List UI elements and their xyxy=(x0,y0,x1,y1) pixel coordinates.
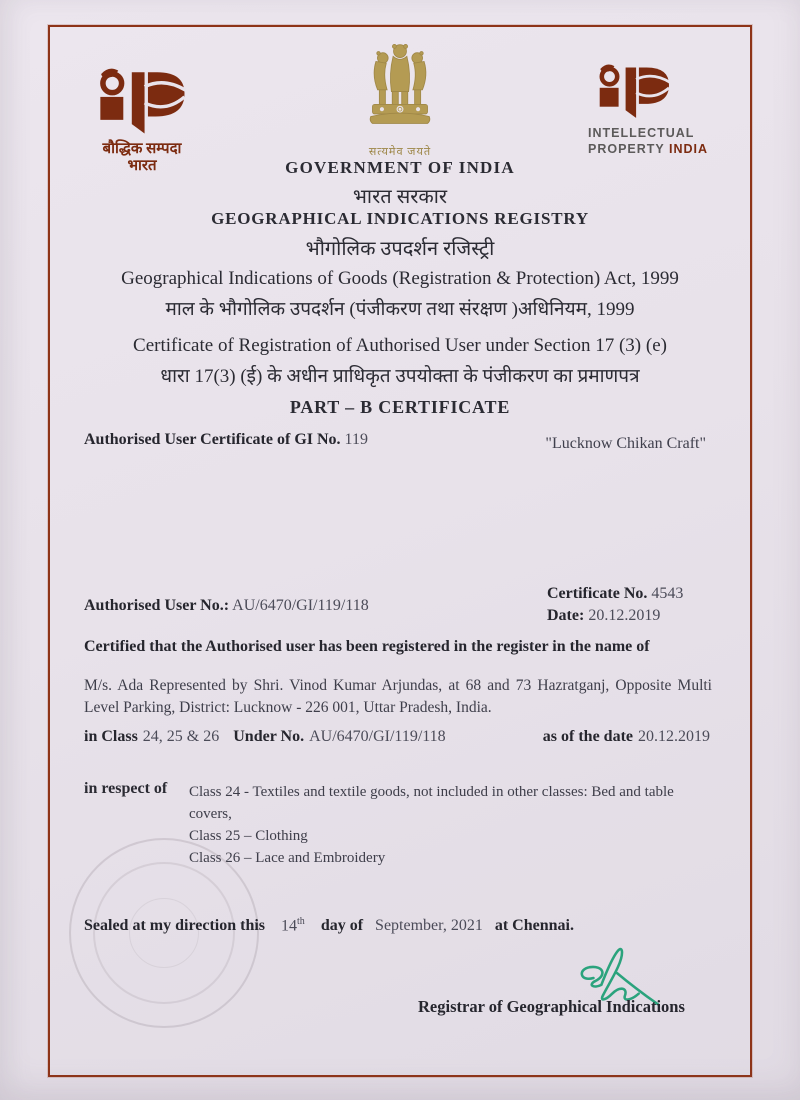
in-class-value: 24, 25 & 26 xyxy=(142,728,220,745)
under-no-label: Under No. xyxy=(233,728,305,745)
title-government-of-india: GOVERNMENT OF INDIA xyxy=(285,158,515,177)
authorised-user-number-label: Authorised User No.: xyxy=(84,597,230,614)
gi-number-row xyxy=(84,431,706,453)
act-title: Geographical Indications of Goods (Registration & Protection) Act, 1999 xyxy=(121,268,679,289)
act-title-hindi: माल के भौगोलिक उपदर्शन (पंजीकरण तथा संरक्षण )अधिनियम, 1999 xyxy=(165,299,635,320)
title-government-of-india-hindi: भारत सरकार xyxy=(352,186,448,208)
certificate-date-value: 20.12.2019 xyxy=(588,607,661,624)
sealed-day: 14th xyxy=(281,916,305,935)
certificate-number-row xyxy=(547,583,683,605)
ip-logo-text-line2: PROPERTY INDIA xyxy=(588,142,709,157)
registrant-details: M/s. Ada Represented by Shri. Vinod Kumar Arjundas, at 68 and 73 Hazratganj, Opposite Multi Level Parking, District: Lucknow - 226 001, Uttar Pradesh, India. xyxy=(84,677,712,716)
part-b-title: PART – B CERTIFICATE xyxy=(289,397,511,417)
authorised-user-number-row xyxy=(84,597,369,615)
as-of-date-value: 20.12.2019 xyxy=(638,728,710,745)
in-respect-of-label: in respect of xyxy=(84,780,168,797)
sealed-statement-row xyxy=(84,916,574,935)
class-25-description: Class 25 – Clothing xyxy=(189,828,308,844)
emblem-motto: सत्यमेव जयते xyxy=(368,146,432,158)
class-registration-row xyxy=(84,728,710,746)
sealed-month: September, 2021 xyxy=(375,917,483,935)
certificate-section-title-hindi: धारा 17(3) (ई) के अधीन प्राधिकृत उपयोक्ता के पंजीकरण का प्रमाणपत्र xyxy=(160,366,640,387)
gi-number-value: 119 xyxy=(344,431,368,448)
ip-india-logo-right xyxy=(588,64,720,158)
ip-logo-india-text: INDIA xyxy=(669,142,709,157)
certificate-number-block xyxy=(547,583,683,627)
title-gi-registry: GEOGRAPHICAL INDICATIONS REGISTRY xyxy=(211,209,589,228)
certificate-number-value: 4543 xyxy=(651,585,684,602)
gi-number-label-group xyxy=(84,431,368,453)
ip-logo-hindi-line1: बौद्धिक सम्पदा xyxy=(102,141,182,157)
class-26-description: Class 26 – Lace and Embroidery xyxy=(189,850,386,866)
ip-india-logo-icon xyxy=(588,64,680,120)
sealed-prefix: Sealed at my direction this xyxy=(84,917,266,935)
registrar-title: Registrar of Geographical Indications xyxy=(418,997,685,1016)
certificate-date-row xyxy=(547,605,683,627)
sealed-location: at Chennai. xyxy=(494,917,574,935)
under-no-value: AU/6470/GI/119/118 xyxy=(309,728,446,745)
certificate-number-label: Certificate No. xyxy=(547,585,648,602)
ip-india-logo-icon xyxy=(83,68,201,136)
in-class-label: in Class xyxy=(84,728,138,745)
certified-statement: Certified that the Authorised user has been registered in the register in the name of xyxy=(84,638,650,655)
ip-logo-hindi-line2: भारत xyxy=(127,158,157,175)
authorised-user-number-value: AU/6470/GI/119/118 xyxy=(232,597,369,614)
ashoka-capital-icon xyxy=(357,40,443,138)
gi-number-label: Authorised User Certificate of GI No. xyxy=(84,431,341,448)
as-of-date-label: as of the date xyxy=(542,728,633,745)
class-24-description: Class 24 - Textiles and textile goods, not included in other classes: Bed and table covers, xyxy=(189,784,674,822)
sealed-mid: day of xyxy=(320,917,364,935)
class-descriptions xyxy=(189,781,713,869)
certificate-date-label: Date: xyxy=(547,607,585,624)
sealed-day-suffix: th xyxy=(297,916,305,927)
ip-logo-text-line1: INTELLECTUAL xyxy=(588,126,695,140)
gi-name: "Lucknow Chikan Craft" xyxy=(545,435,706,452)
national-emblem xyxy=(352,40,448,159)
title-gi-registry-hindi: भौगोलिक उपदर्शन रजिस्ट्री xyxy=(305,238,495,260)
certificate-section-title: Certificate of Registration of Authorised User under Section 17 (3) (e) xyxy=(133,335,667,356)
